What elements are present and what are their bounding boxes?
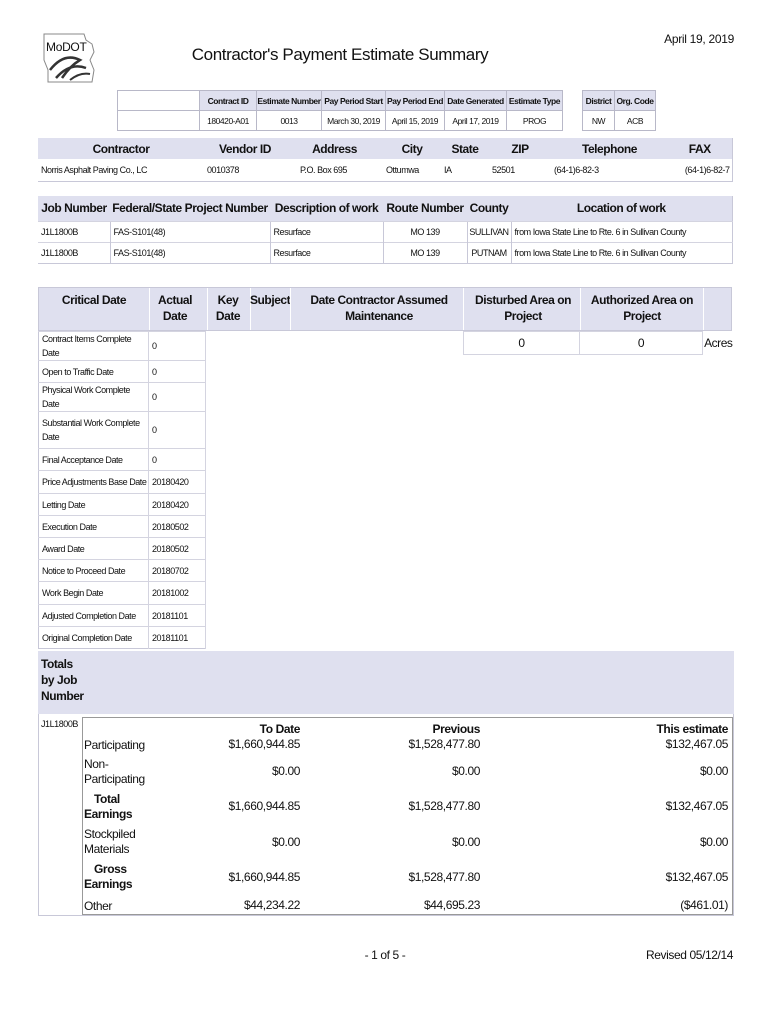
city-header: City xyxy=(383,138,441,159)
missouri-state-icon xyxy=(40,30,110,90)
date-generated-value: April 17, 2019 xyxy=(445,111,507,131)
route-number: MO 139 xyxy=(383,242,467,263)
description: Resurface xyxy=(270,221,383,242)
revised-date: Revised 05/12/14 xyxy=(646,948,733,962)
district-header: District xyxy=(583,91,615,111)
critical-date-row xyxy=(39,332,206,361)
contract-id-header: Contract ID xyxy=(200,91,257,111)
pay-period-start-value: March 30, 2019 xyxy=(322,111,386,131)
critical-date-label: Substantial Work Complete Date xyxy=(39,412,149,449)
location: from Iowa State Line to Rte. 6 in Sullivan County xyxy=(511,221,732,242)
critical-date-row xyxy=(39,560,206,582)
totals-job-number: J1L1800B xyxy=(41,719,78,729)
job-number: J1L1800B xyxy=(38,221,110,242)
participating-this-estimate: $132,467.05 xyxy=(665,737,728,751)
pay-period-end-value: April 15, 2019 xyxy=(386,111,445,131)
totals-grid xyxy=(84,719,732,915)
totals-heading: Totals by Job Number xyxy=(41,657,84,703)
other-to-date: $44,234.22 xyxy=(243,898,300,912)
location: from Iowa State Line to Rte. 6 in Sullivan County xyxy=(511,242,732,263)
estimate-number-value: 0013 xyxy=(257,111,322,131)
pay-period-start-header: Pay Period Start xyxy=(322,91,386,111)
participating-previous: $1,528,477.80 xyxy=(408,737,480,751)
critical-date-value: 20180420 xyxy=(149,471,206,494)
critical-date-row xyxy=(39,627,206,649)
critical-date-header xyxy=(38,287,732,331)
table-row xyxy=(38,242,732,263)
modot-logo xyxy=(40,30,110,90)
key-date-header: Key Date xyxy=(215,293,241,323)
county: PUTNAM xyxy=(467,242,511,263)
project-number-header: Federal/State Project Number xyxy=(110,196,270,221)
estimate-type-header: Estimate Type xyxy=(507,91,563,111)
report-date: April 19, 2019 xyxy=(664,32,734,46)
critical-date-table xyxy=(38,331,206,649)
critical-date-value: 0 xyxy=(149,361,206,383)
critical-date-label: Final Acceptance Date xyxy=(39,449,149,471)
gross-earnings-to-date: $1,660,944.85 xyxy=(228,870,300,884)
critical-date-row xyxy=(39,383,206,412)
critical-date-value: 20180502 xyxy=(149,538,206,560)
location-header: Location of work xyxy=(511,196,732,221)
critical-date-label: Original Completion Date xyxy=(39,627,149,649)
zip: 52501 xyxy=(492,164,515,175)
other-previous: $44,695.23 xyxy=(423,898,480,912)
non-participating-to-date: $0.00 xyxy=(271,764,300,778)
critical-date-value: 20181101 xyxy=(149,627,206,649)
area-values xyxy=(463,331,733,355)
critical-date-label: Work Begin Date xyxy=(39,582,149,605)
critical-date-label: Notice to Proceed Date xyxy=(39,560,149,582)
county-header: County xyxy=(467,196,511,221)
participating-to-date: $1,660,944.85 xyxy=(228,737,300,751)
critical-date-row xyxy=(39,449,206,471)
route-number: MO 139 xyxy=(383,221,467,242)
vendor-id-header: Vendor ID xyxy=(204,138,286,159)
to-date-header: To Date xyxy=(259,722,300,736)
route-number-header: Route Number xyxy=(383,196,467,221)
authorized-area-value: 0 xyxy=(580,332,703,355)
critical-date-label: Letting Date xyxy=(39,494,149,516)
critical-date-row xyxy=(39,471,206,494)
subject-header: Subject xyxy=(250,293,291,307)
assumed-maintenance-header: Date Contractor Assumed Maintenance xyxy=(310,293,448,323)
org-code-header: Org. Code xyxy=(615,91,656,111)
fax-header: FAX xyxy=(668,138,732,159)
gross-earnings-this-estimate: $132,467.05 xyxy=(665,870,728,884)
estimate-number-header: Estimate Number xyxy=(257,91,322,111)
gross-earnings-previous: $1,528,477.80 xyxy=(408,870,480,884)
critical-date-row xyxy=(39,605,206,627)
job-table xyxy=(38,196,733,264)
other-this-estimate: ($461.01) xyxy=(680,898,728,912)
vendor-id: 0010378 xyxy=(207,164,239,175)
address-header: Address xyxy=(286,138,383,159)
critical-date-label: Contract Items Complete Date xyxy=(39,332,149,361)
job-number: J1L1800B xyxy=(38,242,110,263)
total-earnings-label: Total Earnings xyxy=(84,792,133,821)
total-earnings-previous: $1,528,477.80 xyxy=(408,799,480,813)
participating-label: Participating xyxy=(84,738,145,752)
gross-earnings-label: Gross Earnings xyxy=(84,862,133,891)
previous-header: Previous xyxy=(432,722,480,736)
page-number: - 1 of 5 - xyxy=(364,948,406,962)
critical-date-value: 0 xyxy=(149,449,206,471)
critical-date-value: 20180420 xyxy=(149,494,206,516)
description-header: Description of work xyxy=(270,196,383,221)
address: P.O. Box 695 xyxy=(300,164,347,175)
critical-date-label: Price Adjustments Base Date xyxy=(39,471,149,494)
total-earnings-to-date: $1,660,944.85 xyxy=(228,799,300,813)
critical-date-row xyxy=(39,516,206,538)
critical-date-label: Award Date xyxy=(39,538,149,560)
critical-date-title: Critical Date xyxy=(61,293,127,307)
telephone-header: Telephone xyxy=(551,138,668,159)
fax: (64-1)6-82-7 xyxy=(684,164,730,175)
critical-date-value: 0 xyxy=(149,332,206,361)
org-code-value: ACB xyxy=(615,111,656,131)
pay-period-end-header: Pay Period End xyxy=(386,91,445,111)
critical-date-value: 20181002 xyxy=(149,582,206,605)
zip-header: ZIP xyxy=(489,138,551,159)
job-number-header: Job Number xyxy=(38,196,110,221)
non-participating-previous: $0.00 xyxy=(451,764,480,778)
state-header: State xyxy=(441,138,489,159)
page-title: Contractor's Payment Estimate Summary xyxy=(191,45,489,64)
critical-date-label: Adjusted Completion Date xyxy=(39,605,149,627)
authorized-area-header: Authorized Area on Project xyxy=(590,293,694,323)
estimate-type-value: PROG xyxy=(507,111,563,131)
total-earnings-this-estimate: $132,467.05 xyxy=(665,799,728,813)
area-unit: Acres xyxy=(704,336,733,350)
project-number: FAS-S101(48) xyxy=(110,242,270,263)
description: Resurface xyxy=(270,242,383,263)
actual-date-header: Actual Date xyxy=(158,293,192,323)
this-estimate-header: This estimate xyxy=(656,722,728,736)
critical-date-value: 0 xyxy=(149,383,206,412)
totals-header xyxy=(38,651,734,714)
critical-date-value: 20180502 xyxy=(149,516,206,538)
other-label: Other xyxy=(84,899,113,913)
contractor-name: Norris Asphalt Paving Co., LC xyxy=(41,164,148,175)
critical-date-row xyxy=(39,361,206,383)
contractor-table xyxy=(38,138,733,182)
disturbed-area-header: Disturbed Area on Project xyxy=(475,293,571,323)
table-row xyxy=(38,221,732,242)
critical-date-row xyxy=(39,494,206,516)
state: IA xyxy=(444,164,452,175)
logo-text: MoDOT xyxy=(46,40,87,54)
critical-date-row xyxy=(39,412,206,449)
critical-date-label: Open to Traffic Date xyxy=(39,361,149,383)
city: Ottumwa xyxy=(386,164,419,175)
stockpiled-to-date: $0.00 xyxy=(271,835,300,849)
critical-date-row xyxy=(39,538,206,560)
critical-date-label: Execution Date xyxy=(39,516,149,538)
telephone: (64-1)6-82-3 xyxy=(554,164,599,175)
stockpiled-materials-label: Stockpiled Materials xyxy=(84,827,136,856)
contractor-header: Contractor xyxy=(38,138,204,159)
contract-info-table xyxy=(117,90,656,131)
date-generated-header: Date Generated xyxy=(445,91,507,111)
critical-date-value: 20181101 xyxy=(149,605,206,627)
contract-id-value: 180420-A01 xyxy=(200,111,257,131)
critical-date-label: Physical Work Complete Date xyxy=(39,383,149,412)
non-participating-this-estimate: $0.00 xyxy=(699,764,728,778)
district-value: NW xyxy=(583,111,615,131)
critical-date-row xyxy=(39,582,206,605)
critical-date-value: 20180702 xyxy=(149,560,206,582)
stockpiled-previous: $0.00 xyxy=(451,835,480,849)
critical-date-value: 0 xyxy=(149,412,206,449)
stockpiled-this-estimate: $0.00 xyxy=(699,835,728,849)
county: SULLIVAN xyxy=(467,221,511,242)
disturbed-area-value: 0 xyxy=(464,332,580,355)
project-number: FAS-S101(48) xyxy=(110,221,270,242)
non-participating-label: Non-Participating xyxy=(84,757,145,786)
